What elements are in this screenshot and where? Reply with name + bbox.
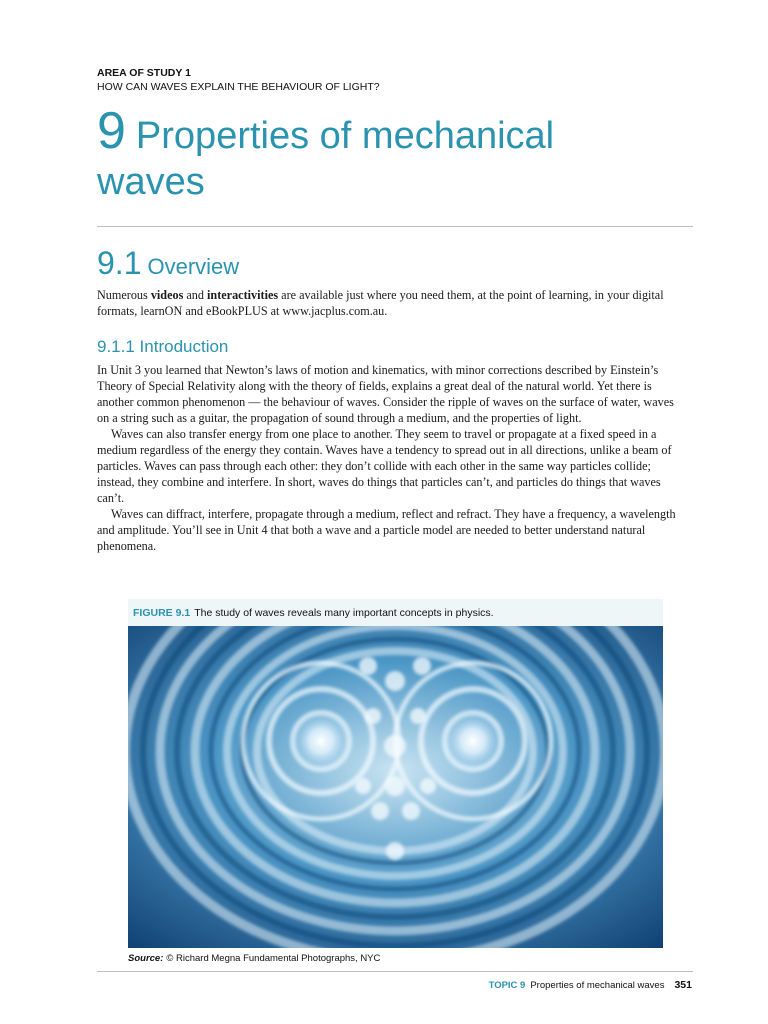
figure-caption-text: The study of waves reveals many important concepts in physics. xyxy=(194,607,494,619)
figure-source xyxy=(128,953,380,964)
section-number: 9.1 xyxy=(97,245,142,281)
section-heading xyxy=(97,243,239,287)
intro-paragraph-3: Waves can diffract, interfere, propagate through a medium, reflect and refract. They have a frequency, a wavelength and amplitude. You’ll see in Unit 4 that both a wave and a particle model are needed to better understand natural phenomena. xyxy=(97,507,676,553)
videos-link: videos xyxy=(150,288,184,302)
wave-interference-photo xyxy=(128,626,663,948)
footer-divider xyxy=(97,971,693,972)
page-footer xyxy=(489,979,692,991)
introduction-body xyxy=(97,362,687,554)
chapter-title xyxy=(97,102,697,205)
area-of-study-question: HOW CAN WAVES EXPLAIN THE BEHAVIOUR OF LIGHT? xyxy=(97,81,380,93)
footer-topic-title: Properties of mechanical waves xyxy=(530,980,665,991)
chapter-number: 9 xyxy=(97,102,126,160)
overview-paragraph xyxy=(97,287,687,319)
figure-caption xyxy=(133,606,494,620)
figure-label: FIGURE 9.1 xyxy=(133,607,191,619)
interactivities-link: interactivities xyxy=(207,288,279,302)
overview-text-2: and xyxy=(183,288,208,302)
subsection-number: 9.1.1 xyxy=(97,337,135,356)
page-number: 351 xyxy=(674,979,692,991)
chapter-divider xyxy=(97,226,693,227)
intro-paragraph-1: In Unit 3 you learned that Newton’s laws of motion and kinematics, with minor corrections described by Einstein’s Theory of Special Relativity along with the theory of fields, explains a great deal of the natural world. Yet there is another common phenomenon — the behaviour of waves. Consider the ripple of waves on the surface of water, waves on a string such as a guitar, the propagation of sound through a medium, and the properties of light. xyxy=(97,363,674,425)
intro-paragraph-2: Waves can also transfer energy from one place to another. They seem to travel or propagate at a fixed speed in a medium regardless of the energy they contain. Waves have a tendency to spread out in all directions, unlike a beam of particles. Waves can pass through each other: they don’t collide with each other in the same way particles collide; instead, they combine and interfere. In short, waves do things that particles can’t, and particles do things that waves can’t. xyxy=(97,427,672,505)
subsection-heading xyxy=(97,336,228,358)
overview-text-3: are available just where you need them, at the point of learning, in your digital formats, learnON and eBookPLUS at www.jacplus.com.au. xyxy=(97,288,664,318)
overview-text-1: Numerous xyxy=(97,288,151,302)
subsection-title: Introduction xyxy=(139,337,229,356)
footer-topic-label: TOPIC 9 xyxy=(488,980,526,991)
source-label: Source: xyxy=(128,953,164,964)
chapter-title-line2: waves xyxy=(97,161,205,203)
source-text: © Richard Megna Fundamental Photographs, NYC xyxy=(166,953,381,964)
chapter-title-line1: Properties of mechanical xyxy=(135,115,555,157)
section-title: Overview xyxy=(147,254,240,279)
area-of-study-label: AREA OF STUDY 1 xyxy=(97,67,191,79)
area-of-study-header xyxy=(97,66,380,94)
